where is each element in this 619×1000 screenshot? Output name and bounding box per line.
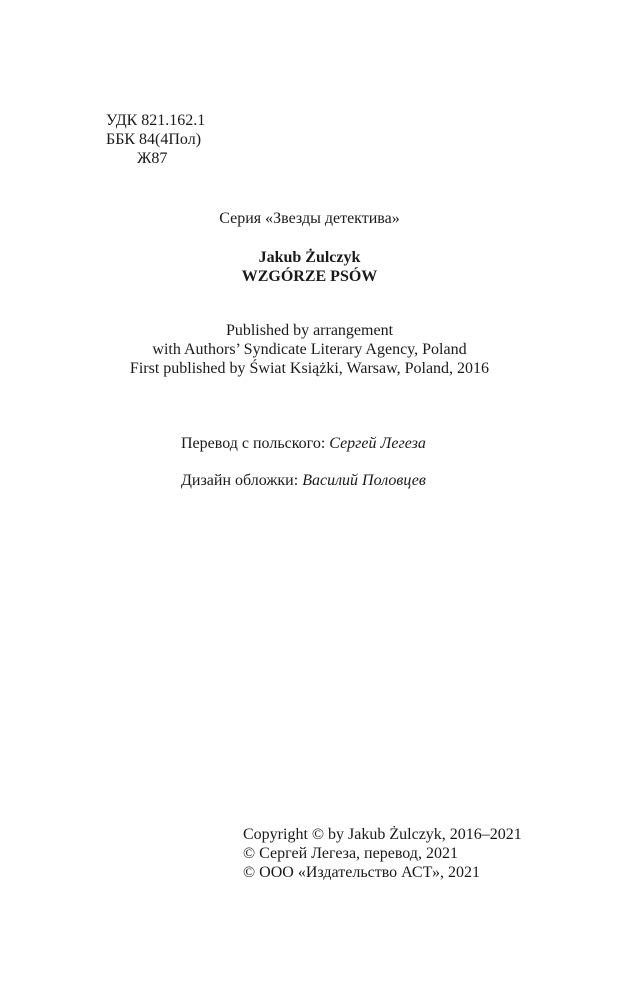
cover-designer-name: Василий Половцев: [302, 472, 426, 489]
translation-label: Перевод с польского:: [181, 435, 326, 452]
credits-block: [181, 434, 426, 508]
copyright-line-1: Copyright © by Jakub Żulczyk, 2016–2021: [243, 826, 522, 843]
author-mark: Ж87: [137, 150, 168, 167]
license-line-3: First published by Świat Książki, Warsaw, Poland, 2016: [129, 360, 490, 377]
book-author: Jakub Żulczyk: [258, 249, 361, 266]
classification-block: [106, 111, 205, 168]
copyright-line-3: © ООО «Издательство АСТ», 2021: [243, 864, 480, 881]
book-heading: [0, 248, 619, 286]
book-title: WZGÓRZE PSÓW: [241, 268, 378, 285]
translation-credit: [181, 434, 426, 453]
copyright-block: [243, 825, 522, 882]
license-notice: [0, 321, 619, 378]
bbk-code: ББК 84(4Пол): [106, 131, 202, 148]
translator-name: Сергей Легеза: [329, 435, 426, 452]
series-title: Серия «Звезды детектива»: [219, 210, 400, 227]
copyright-line-2: © Сергей Легеза, перевод, 2021: [243, 845, 458, 862]
license-line-2: with Authors’ Syndicate Literary Agency, Poland: [152, 341, 467, 358]
cover-design-label: Дизайн обложки:: [181, 472, 299, 489]
cover-design-credit: [181, 471, 426, 490]
license-line-1: Published by arrangement: [225, 322, 394, 339]
udc-code: УДК 821.162.1: [106, 112, 206, 129]
